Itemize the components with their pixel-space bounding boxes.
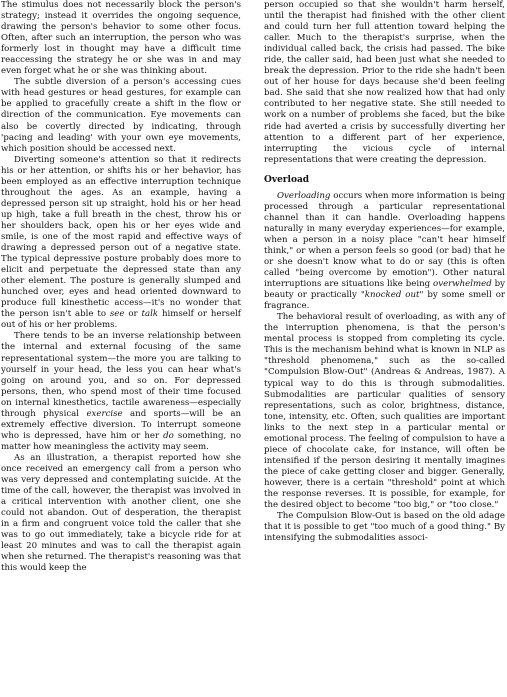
paragraph xyxy=(1,155,241,332)
emphasis-text: Overloading xyxy=(277,190,331,201)
paragraph xyxy=(1,77,241,154)
text-run: There tends to be an inverse relationship between the internal and external focusing of the same representational system—the more you are talking to yourself in your head, the less you can hear what's going on around you, and so on. For depressed persons, then, who spend most of their time focused on internal kinesthetics, tactile awareness—especially through physical xyxy=(1,331,241,419)
paragraph xyxy=(1,331,241,453)
text-run: occurs when more information is being processed through a particular representational channel than it can handle. Overloading happens naturally in many everyday experiences—for example, when a person in a noisy place "can't hear himself think," or when a person feels so good (or bad) that he or she doesn't know what to do or say (this is often called "being overcome by emotion"). Other natural interruptions are situations like being xyxy=(264,190,505,290)
emphasis-text: overwhelmed xyxy=(433,279,492,290)
section-heading: Overload xyxy=(264,174,310,185)
text-run: by some smell or fragrance. xyxy=(264,290,505,312)
paragraph xyxy=(264,312,505,511)
text-run: The behavioral result of overloading, as with any of the interruption phenomena, is that the person's mental process is stopped from completing its cycle. This is the mechanism behind what is known in NLP as "threshold phenomena," such as the so-called "Compulsion Blow-Out" (Andreas & Andreas, 1987). A typical way to do this is through submodalities. Submodalities are particular qualities of sensory representations, such as color, brightness, distance, tone, intensity, etc. Often, such qualities are important links to the next step in a particular mental or emotional process. The feeling of compulsion to have a piece of chocolate cake, for instance, will often be intensified if the person desiring it mentally imagines the piece of cake getting closer and bigger. Generally, however, there is a certain "threshold" point at which the response reverses. It is possible, for example, for the desired object to become "too big," or "too close." xyxy=(264,312,505,511)
text-run: The stimulus does not necessarily block the person's strategy; instead it overrides the ongoing sequence, drawing the person's behavior to some other focus. Often, after such an interruption, the person who was formerly lost in thought may have a difficult time reaccessing the strategy he or she was in and may even forget what he or she was thinking about. xyxy=(1,0,241,77)
left-column xyxy=(1,0,241,574)
emphasis-text: see xyxy=(109,309,125,320)
text-run: or xyxy=(124,309,142,320)
paragraph xyxy=(264,511,505,544)
emphasis-text: exercise xyxy=(86,408,123,419)
text-run: himself or herself out of his or her problems. xyxy=(1,309,241,331)
paragraph xyxy=(1,453,241,575)
text-run: something, no matter how meaningless the activity may seem. xyxy=(1,430,242,452)
text-run: The Compulsion Blow-Out is based on the old adage that it is possible to get "too much of a good thing." By intensifying the submodalities associ- xyxy=(264,511,505,544)
text-run: Diverting someone's attention so that it redirects his or her attention, or shifts his or her behavior, has been employed as an effective interruption technique throughout the ages. As an example, having a depressed person sit up straight, hold his or her head up high, take a full breath in the chest, throw his or her shoulders back, open his or her eyes wide and smile, is one of the most rapid and effective ways of drawing a depressed person out of a negative state. The typical depressive posture probably does more to elicit and perpetuate the depressed state than any other element. The posture is generally slumped and hunched over, eyes and head oriented downward to produce full kinesthetic access—it's no wonder that the person isn't able to xyxy=(1,154,241,320)
paragraph xyxy=(264,0,505,166)
text-run: by beauty or practically xyxy=(264,279,506,301)
text-run: person occupied so that she wouldn't harm herself, until the therapist had finished with the other client and could turn her full attention toward helping the caller. Much to the therapist's surprise, when the individual called back, the crisis had passed. The bike ride, the caller said, had been just what she needed to break the depression. Prior to the ride she hadn't been out of her house for days because she'd been feeling bad. She said that she now realized how that had only contributed to her negative state. She still needed to work on a number of problems she faced, but the bike ride had averted a crisis by successfully diverting her attention to a different part of her experience, interrupting the vicious cycle of internal representations that were creating the depression. xyxy=(264,0,505,165)
emphasis-text: talk xyxy=(141,309,159,320)
text-run: The subtle diversion of a person's accessing cues with head gestures or head gestures, for example can be applied to gracefully create a shift in the flow or direction of the communication. Eye movements can also be covertly directed by indicating, through 'pacing and leading' with your own eye movements, which position should be accessed next. xyxy=(1,77,241,154)
paragraph xyxy=(264,191,505,313)
emphasis-text: do xyxy=(163,430,174,441)
paragraph xyxy=(1,0,241,77)
right-column xyxy=(264,0,505,544)
emphasis-text: "knocked out" xyxy=(360,290,424,301)
text-run: and sports—will be an extremely effective diversion. To interrupt someone who is depressed, have him or her xyxy=(1,408,241,441)
text-run: As an illustration, a therapist reported how she once received an emergency call from a person who was very depressed and contemplating suicide. At the time of the call, however, the therapist was involved in a critical intervention with another client, one she could not abandon. Out of desperation, the therapist in a firm and congruent voice told the caller that she was to go out immediately, take a bicycle ride for at least 20 minutes and was to call the therapist again when she returned. The therapist's reasoning was that this would keep the xyxy=(1,452,241,574)
